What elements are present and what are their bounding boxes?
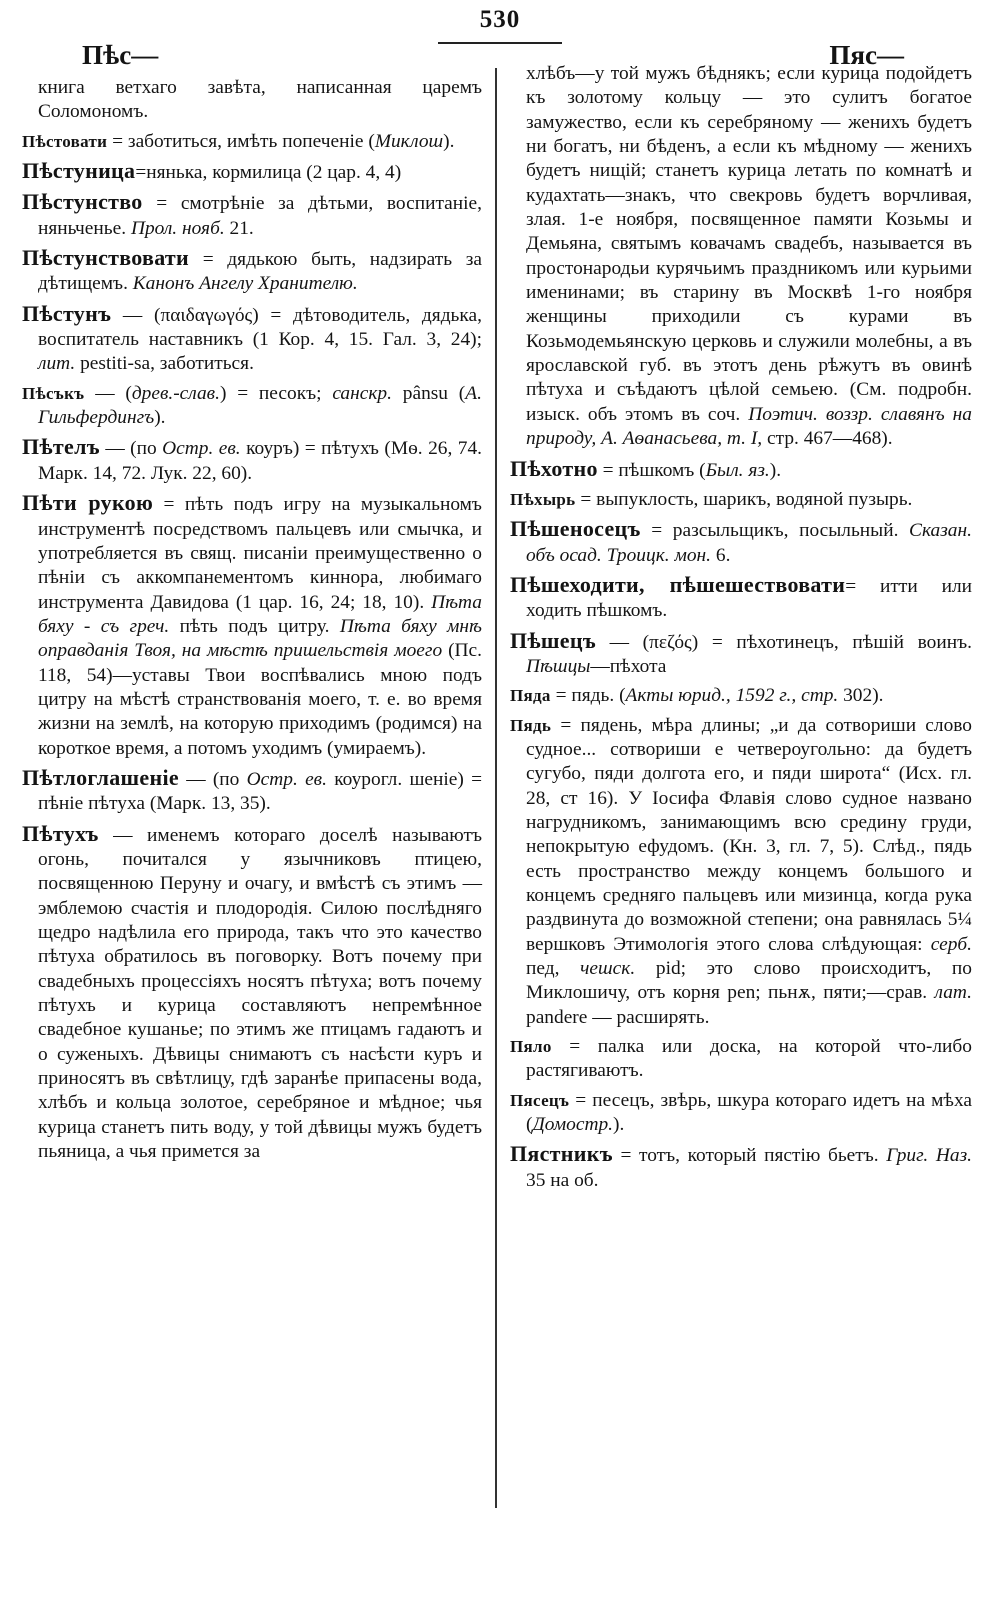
entry-pyalo [510, 1035, 972, 1084]
source-citation-2: чешск. [580, 958, 636, 980]
source-citation: Домостр. [532, 1114, 613, 1136]
source-citation: Акты юрид., 1592 г., стр. [625, 685, 839, 707]
source-citation: Григ. Наз. [886, 1145, 972, 1167]
entry-tail: 21. [229, 217, 254, 239]
running-head-left: Пѣс— [82, 40, 159, 70]
entry-peshenosets [510, 517, 972, 568]
entry-definition: — (по [186, 768, 240, 790]
headword: Пясецъ [510, 1090, 570, 1110]
entry-pestunitsa [22, 159, 482, 185]
entry-peshets [510, 629, 972, 680]
entry-definition: = пѣшкомъ ( [602, 459, 706, 481]
entry-definition-3: pid; это слово происходитъ, по Миклошичу, отъ корня pen; пьнѫ, пяти;—срав. [526, 958, 972, 1004]
entry-peshekhoditi [510, 573, 972, 624]
entry-tail: ). [443, 130, 455, 152]
entry-pyad [510, 714, 972, 1030]
headword: Пядь [510, 715, 552, 735]
source-citation: Был. яз. [705, 459, 770, 481]
source-citation: лит. [38, 353, 76, 375]
entry-definition-2: пѣть подъ цитру. [179, 615, 330, 637]
headword: Пѣстуница [22, 158, 136, 184]
entry-tail: (Пс. 118, 54)—уставы Твои воспѣвались мною подъ цитру на мѣстѣ странствованія моего, т. е. во время жизни на землѣ, на которую приходимъ (родимся) на короткое время, а потомъ уходимъ (умираемъ). [38, 640, 482, 759]
headword: Пѣтлоглашеніе [22, 764, 179, 790]
entry-pestovati [22, 130, 482, 154]
headword: Пѣтелъ [22, 434, 100, 460]
entry-pekhyr [510, 488, 972, 512]
entry-definition: = заботиться, имѣть попеченіе ( [112, 130, 375, 152]
entry-definition: хлѣбъ—у той мужъ бѣднякъ; если курица подойдетъ къ золотому кольцу — это сулитъ богатое замужество, если къ серебряному — женихъ будетъ ни богатъ, ни бѣденъ, а если къ мѣдному — женихъ будетъ нищій; станетъ курица летать по комнатѣ и кудахтать—знакъ, что свекровь будетъ ворчливая, злая. 1-е ноября, посвященное памяти Козьмы и Демьяна, святымъ ковачамъ свадебъ, называется въ простонародьи курячьимъ праздникомъ или курьими именинами; въ старину въ Москвѣ 1-го ноября женщины приходили съ курами въ Козьмодемьянскую церковь и служили молебны, а въ ярославской губ. въ этотъ день рѣжутъ въ овинѣ пѣтуха и съѣдаютъ цѣлой семьею. (См. подробн. изыск. объ этомъ въ соч. [526, 63, 972, 425]
entry-continuation [510, 62, 972, 452]
entry-definition: = пядень, мѣра длины; „и да сотвориши слово судное... сотвориши е четвероугольно: да будетъ сугубо, пяди долгота его, и пяди широта“ (Исх. гл. 28, ст 16). У Іосифа Флавія слово судное названо нагрудникомъ, занимающимъ всю средину груди, непокрытую ефудомъ. (Кн. 3, гл. 7, 5). Слѣд., пядь есть пространство между концемъ большого и концемъ средняго пальцевъ или мизинца, когда рука раздвинута до возможной степени; она равнялась 5¼ вершковъ Этимологія этого слова слѣдующая: [526, 714, 972, 955]
headword: Пяло [510, 1037, 552, 1057]
entry-tail: pestiti-sa, заботиться. [80, 353, 254, 375]
entry-tail: 35 на об. [526, 1169, 599, 1191]
headword: Пѣхырь [510, 489, 576, 509]
left-column [22, 76, 482, 1169]
headword: Пѣшецъ [510, 627, 596, 653]
entry-pestunstvovati [22, 246, 482, 297]
source-citation-3: А. Гильфердингъ [38, 382, 482, 429]
entry-tail-2: ). [154, 407, 166, 429]
right-column [510, 62, 972, 1198]
entry-pyastnik [510, 1142, 972, 1193]
entry-definition: книга ветхаго завѣта, написанная царемъ Соломономъ. [38, 77, 482, 123]
entry-definition: = пядь. ( [555, 685, 626, 707]
page-number-rule [438, 42, 562, 44]
entry-petukh [22, 822, 482, 1165]
entry-definition-2: коуръ) = пѣтухъ (Мѳ. 26, 74. Марк. 14, 72. Лук. 22, 60). [38, 438, 482, 484]
entry-definition: = тотъ, который пястію бьетъ. [620, 1145, 879, 1167]
source-citation: Остр. ев. [246, 768, 327, 790]
entry-tail: —пѣхота [590, 655, 667, 677]
entry-pestun [22, 302, 482, 377]
entry-pestunstvo [22, 190, 482, 241]
source-citation: Сказан. объ осад. Троицк. мон. [526, 520, 972, 566]
entry-definition: — (παιδαγωγός) = дѣтоводитель, дядька, воспитатель наставникъ (1 Кор. 4, 15. Гал. 3, 24); [38, 304, 482, 351]
entry-tail: 6. [715, 544, 731, 566]
entry-definition: — ( [95, 382, 132, 404]
headword: Пѣстунство [22, 189, 143, 215]
entry-definition: = песецъ, звѣрь, шкура котораго идетъ на мѣха ( [526, 1089, 972, 1136]
entry-definition-2: ) = песокъ; [219, 382, 322, 404]
running-head-right: Пяс— [829, 40, 904, 70]
headword: Пѣстунствовати [22, 245, 190, 271]
source-citation: древ.-слав. [131, 382, 220, 404]
entry-definition: = итти или ходить пѣшкомъ. [526, 575, 973, 622]
entry-tail: ). [613, 1114, 625, 1136]
headword: Пѣшеходити, пѣшешествовати [510, 571, 846, 597]
entry-tail: pandere — расширять. [526, 1006, 710, 1028]
source-citation: Пѣшцы [526, 655, 591, 677]
entry-pyasets [510, 1089, 972, 1138]
column-divider [495, 68, 497, 1508]
source-citation: Прол. нояб. [130, 217, 225, 239]
source-citation: Канонъ Ангелу Хранителю. [132, 273, 358, 295]
entry-definition: = смотрѣніе за дѣтьми, воспитаніе, няньченье. [38, 193, 482, 239]
entry-tail: ). [769, 459, 782, 481]
entry-tail: pânsu ( [402, 382, 466, 404]
entry-pyada [510, 684, 972, 708]
entry-pekhotno [510, 457, 972, 483]
entry-definition-2: коурогл. шеніе) = пѣніе пѣтуха (Марк. 13, 35). [38, 768, 483, 815]
entry-definition: =нянька, кормилица (2 цар. 4, 4) [135, 162, 402, 184]
page-number: 530 [479, 6, 521, 33]
source-citation: Остр. ев. [162, 438, 241, 460]
source-citation-2: Пѣта бяху мнѣ оправданія Твоя, на мѣстѣ пришельствія моего [38, 615, 482, 662]
headword: Пѣти рукою [22, 490, 154, 516]
headword: Пѣхотно [510, 455, 598, 481]
entry-tail: 302). [843, 685, 884, 707]
source-citation-2: санскр. [332, 382, 392, 404]
entry-definition: = пѣть подъ игру на музыкальномъ инструментѣ посредствомъ пальцевъ или смычка, и употребляется въ свящ. писаніи преимущественно о пѣніи съ аккомпанементомъ киннора, любимаго инструмента Давидова (1 цар. 16, 24; 18, 10). [38, 494, 482, 613]
entry-definition: = выпуклость, шарикъ, водяной пузырь. [580, 488, 913, 510]
entry-pesk [22, 382, 482, 431]
entry-definition-2: пед, [526, 958, 560, 980]
headword: Пяда [510, 686, 551, 706]
headword: Пѣсъкъ [22, 383, 85, 403]
entry-tail: стр. 467—468). [767, 428, 893, 450]
entry-definition: — именемъ котораго доселѣ называютъ огонь, почитался у язычниковъ птицею, посвященною Перуну и очагу, и вмѣстѣ съ этимъ — эмблемою счастія и плодородія. Силою послѣдняго щедро надѣлила его природа, такъ что это качество пѣтуха обратилось въ поговорку. Вотъ почему при свадебныхъ процессіяхъ носятъ пѣтуха; вотъ почему пѣтухъ и курица составляютъ непремѣнное свадебное кушанье; по этимъ же птицамъ гадаютъ и о суженыхъ. Дѣвицы снимаютъ съ насѣсти куръ и приносятъ въ свѣтлицу, гдѣ заранѣе припасены вода, хлѣбъ и кольца золотое, серебряное и мѣдное; чья курица станетъ пить воду, у той дѣвицы мужъ будетъ пьяница, а чья примется за [38, 824, 482, 1163]
headword: Пѣшеносецъ [510, 516, 641, 542]
source-citation: Пѣта бяху - съ греч. [38, 591, 482, 637]
headword: Пястникъ [510, 1141, 613, 1167]
headword: Пѣтухъ [22, 820, 99, 846]
source-citation: серб. [930, 933, 972, 955]
entry-peti-rukoyu [22, 491, 482, 761]
source-citation: Миклош [374, 130, 444, 152]
headword: Пѣстовати [22, 131, 108, 151]
entry-definition: = дядькою быть, надзирать за дѣтищемъ. [38, 249, 482, 295]
entry-continuation [22, 76, 482, 125]
entry-definition: — (πεζός) = пѣхотинецъ, пѣшій воинъ. [609, 631, 972, 653]
entry-petel [22, 435, 482, 486]
entry-definition: = палка или доска, на которой что-либо растягиваютъ. [526, 1036, 972, 1082]
entry-definition: — (по [105, 438, 157, 460]
entry-definition: = разсыльщикъ, посыльный. [651, 520, 899, 542]
headword: Пѣстунъ [22, 300, 112, 326]
entry-petloglashenie [22, 766, 482, 817]
source-citation: Поэтич. воззр. славянъ на природу, А. Аѳанасьева, т. I, [526, 403, 972, 450]
source-citation-3: лат. [934, 982, 972, 1004]
